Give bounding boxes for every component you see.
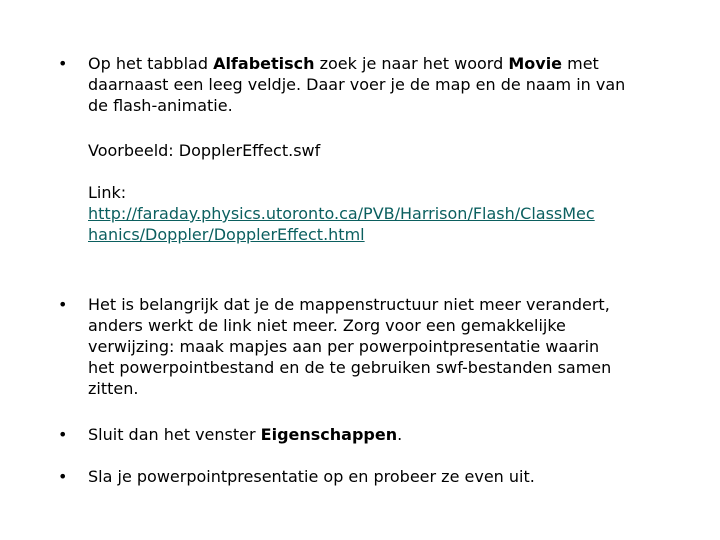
bullet-item-4 bbox=[88, 466, 700, 487]
item2-line1: Het is belangrijk dat je de mappenstructuur niet meer verandert, bbox=[88, 295, 610, 314]
doppler-link[interactable]: http://faraday.physics.utoronto.ca/PVB/Harrison/Flash/ClassMec bbox=[88, 204, 595, 223]
item2-line5: zitten. bbox=[88, 379, 139, 398]
link-label: Link: bbox=[88, 183, 127, 202]
field-name-movie: Movie bbox=[508, 54, 563, 73]
bullet-dot: • bbox=[58, 425, 68, 444]
item1-line1 bbox=[88, 53, 700, 74]
bullet-dot: • bbox=[58, 54, 68, 73]
item1-line2: daarnaast een leeg veldje. Daar voer je de map en de naam in van bbox=[88, 75, 626, 94]
bullet-item-2 bbox=[88, 294, 700, 399]
bullet-item-3 bbox=[88, 424, 700, 445]
doppler-link-continued[interactable]: hanics/Doppler/DopplerEffect.html bbox=[88, 225, 365, 244]
item1-text: Op het tabblad bbox=[88, 54, 214, 73]
item3-line bbox=[88, 424, 700, 445]
link-block bbox=[88, 182, 700, 245]
item3-text: Sluit dan het venster bbox=[88, 425, 261, 444]
window-name-eigenschappen: Eigenschappen bbox=[260, 425, 398, 444]
example-text: Voorbeeld: DopplerEffect.swf bbox=[88, 141, 321, 160]
tab-name-alfabetisch: Alfabetisch bbox=[213, 54, 315, 73]
bullet-item-1 bbox=[88, 53, 700, 116]
item1-text: zoek je naar het woord bbox=[314, 54, 509, 73]
item3-text: . bbox=[397, 425, 403, 444]
item4-line: Sla je powerpointpresentatie op en probeer ze even uit. bbox=[88, 467, 535, 486]
item2-line4: het powerpointbestand en de te gebruiken swf-bestanden samen bbox=[88, 358, 612, 377]
bullet-dot: • bbox=[58, 295, 68, 314]
bullet-dot: • bbox=[58, 467, 68, 486]
item2-line3: verwijzing: maak mapjes aan per powerpointpresentatie waarin bbox=[88, 337, 600, 356]
item1-text: met bbox=[562, 54, 599, 73]
item2-line2: anders werkt de link niet meer. Zorg voor een gemakkelijke bbox=[88, 316, 566, 335]
item1-line3: de flash-animatie. bbox=[88, 96, 233, 115]
